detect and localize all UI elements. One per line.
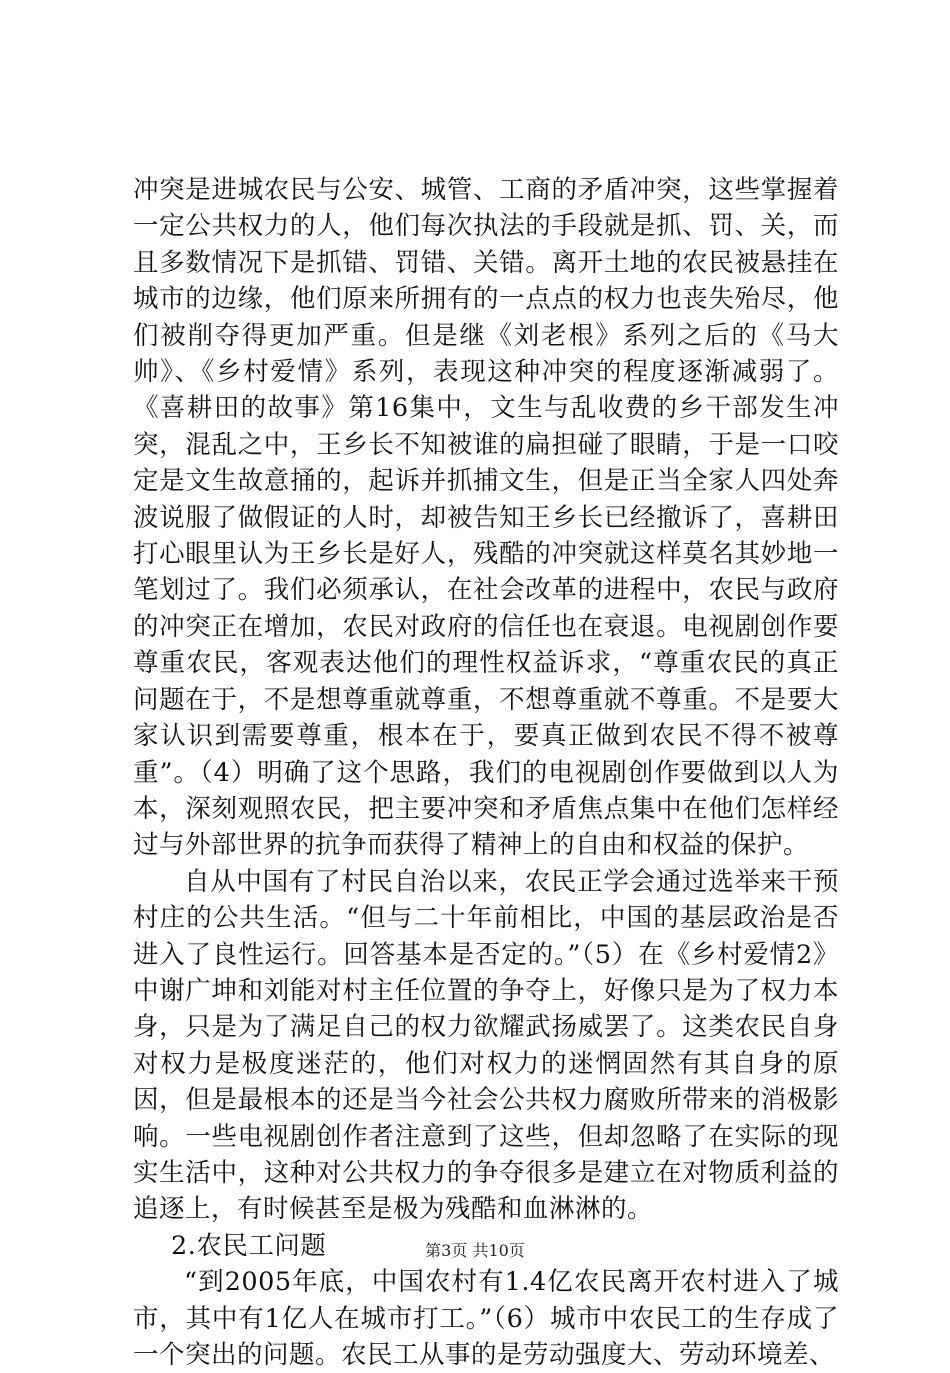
document-body <box>133 172 839 1373</box>
page-number-label: 第3页 共10页 <box>425 1241 525 1260</box>
section-heading: 2.农民工问题 <box>171 1230 327 1261</box>
paragraph-1: 冲突是进城农民与公安、城管、工商的矛盾冲突，这些掌握着一定公共权力的人，他们每次执法的手段就是抓、罚、关，而且多数情况下是抓错、罚错、关错。离开土地的农民被悬挂在城市的边缘，他们原来所拥有的一点点的权力也丧失殆尽，他们被削夺得更加严重。但是继《刘老根》系列之后的《马大帅》、《乡村爱情》系列，表现这种冲突的程度逐渐减弱了。《喜耕田的故事》第16集中，文生与乱收费的乡干部发生冲突，混乱之中，王乡长不知被谁的扁担碰了眼睛，于是一口咬定是文生故意捅的，起诉并抓捕文生，但是正当全家人四处奔波说服了做假证的人时，却被告知王乡长已经撤诉了，喜耕田打心眼里认为王乡长是好人，残酷的冲突就这样莫名其妙地一笔划过了。我们必须承认，在社会改革的进程中，农民与政府的冲突正在增加，农民对政府的信任也在衰退。电视剧创作要尊重农民，客观表达他们的理性权益诉求，“尊重农民的真正问题在于，不是想尊重就尊重，不想尊重就不尊重。不是要大家认识到需要尊重，根本在于，要真正做到农民不得不被尊重”。（4）明确了这个思路，我们的电视剧创作要做到以人为本，深刻观照农民，把主要冲突和矛盾焦点集中在他们怎样经过与外部世界的抗争而获得了精神上的自由和权益的保护。 <box>133 175 839 861</box>
paragraph-2: 自从中国有了村民自治以来，农民正学会通过选举来干预村庄的公共生活。“但与二十年前相比，中国的基层政治是否进入了良性运行。回答基本是否定的。”（5）在《乡村爱情2》中谢广坤和刘能对村主任位置的争夺上，好像只是为了权力本身，只是为了满足自己的权力欲耀武扬威罢了。这类农民自身对权力是极度迷茫的，他们对权力的迷惘固然有其自身的原因，但是最根本的还是当今社会公共权力腐败所带来的消极影响。一些电视剧创作者注意到了这些，但却忽略了在实际的现实生活中，这种对公共权力的争夺很多是建立在对物质利益的追逐上，有时候甚至是极为残酷和血淋淋的。 <box>133 866 839 1225</box>
paragraph-3: “到2005年底，中国农村有1.4亿农民离开农村进入了城市，其中有1亿人在城市打工。”（6）城市中农民工的生存成了一个突出的问题。农民工从事的是劳动强度大、劳动环境差、 <box>133 1267 839 1370</box>
page-footer <box>0 1240 950 1262</box>
